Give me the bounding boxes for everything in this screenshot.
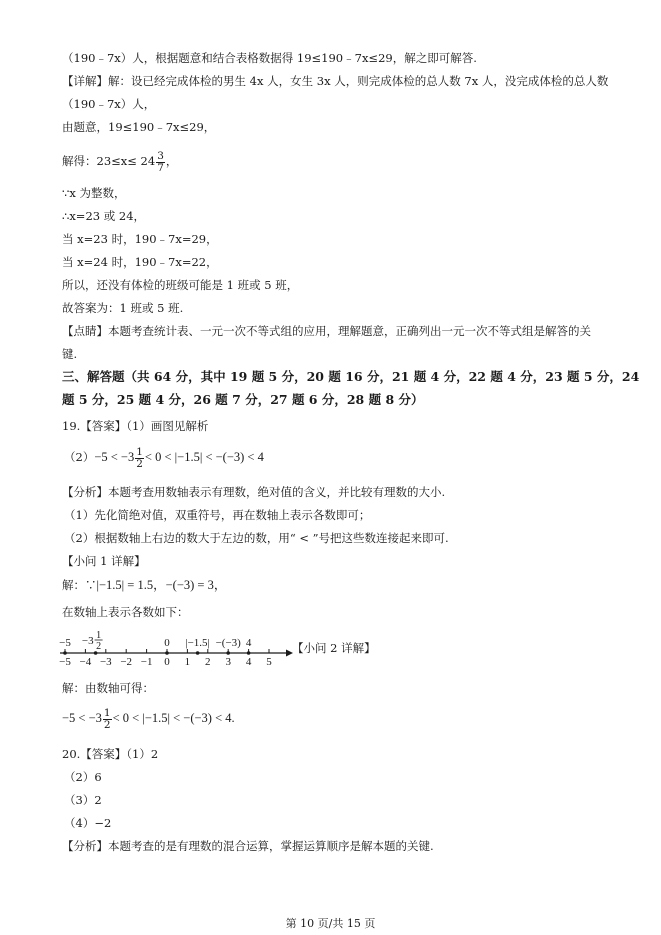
solution-text: ，: [165, 154, 178, 168]
section-heading: 题 5 分，25 题 4 分，26 题 7 分，27 题 6 分，28 题 8 分）: [62, 392, 424, 407]
solution-line: [62, 148, 177, 174]
comment-line: 【点睛】本题考查统计表、一元一次不等式组的应用，理解题意，正确列出一元一次不等式组是解答的关: [62, 324, 591, 338]
tick-label: 1: [184, 656, 191, 668]
math-text: −5 < −3: [94, 450, 135, 464]
analysis-step: （1）先化简绝对值，双重符号，再在数轴上表示各数即可；: [64, 508, 371, 522]
tick-label: 3: [225, 656, 231, 668]
text-line: ∵x 为整数，: [62, 186, 126, 200]
tick-label: −3: [99, 656, 112, 668]
text-line: 键.: [62, 347, 78, 361]
page-footer: 第 10 页/共 15 页: [285, 917, 376, 930]
analysis-step: （2）根据数轴上右边的数大于左边的数，用“ < ”号把这些数连接起来即可.: [64, 531, 449, 545]
mark-zero-label: 0: [164, 637, 170, 649]
mark-four-label: 4: [245, 637, 252, 649]
text-line: （190﹣7x）人，: [62, 97, 156, 111]
math-text: < 0 < |−1.5| < −(−3) < 4: [144, 450, 264, 464]
fraction-numerator: 1: [103, 706, 111, 719]
text-line: 由题意，19≤190﹣7x≤29，: [62, 120, 216, 134]
q20-part: （2）6: [64, 770, 102, 784]
q19-answer: 19.【答案】（1）画图见解析: [62, 419, 209, 433]
mark-zero-dot: [165, 651, 169, 655]
mark-abs-1-5-dot: [196, 651, 200, 655]
text-line: 当 x=23 时，190﹣7x=29，: [62, 232, 218, 246]
tick-label: 2: [205, 656, 211, 668]
text-line: 解：由数轴可得：: [62, 681, 154, 695]
mark-abs-1-5-label: |−1.5|: [185, 637, 210, 649]
fraction-denominator: 7: [157, 161, 164, 174]
math-text: |−1.5| = 1.5，−(−3) = 3，: [96, 578, 227, 592]
subquestion-heading: 【小问 2 详解】: [292, 641, 376, 655]
fraction-denominator: 2: [103, 718, 111, 731]
text-line: 当 x=24 时，190﹣7x=22，: [62, 255, 218, 269]
mark-neg3-half-numerator: 1: [96, 630, 102, 641]
analysis-line: 【分析】本题考查用数轴表示有理数，绝对值的含义，并比较有理数的大小.: [62, 485, 446, 499]
fraction-numerator: 3: [157, 149, 164, 162]
fraction: [156, 151, 165, 174]
mark-neg5-dot: [63, 651, 67, 655]
fraction: [103, 708, 112, 731]
tick-label: 5: [266, 656, 272, 668]
text-line: 故答案为：1 班或 5 班.: [62, 301, 184, 315]
analysis-line: 【分析】本题考查的是有理数的混合运算，掌握运算顺序是解本题的关键.: [62, 839, 434, 853]
text-line: ∴x=23 或 24，: [62, 209, 146, 223]
q19-inequality: [64, 444, 264, 470]
detail-heading-line: 【详解】解：设已经完成体检的男生 4x 人，女生 3x 人，则完成体检的总人数 7x 人，没完成体检的总人数: [62, 74, 609, 88]
part-label: （2）: [64, 450, 95, 464]
mark-four-dot: [247, 651, 251, 655]
solution-line: [62, 574, 226, 596]
tick-label: 4: [245, 656, 252, 668]
tick-label: −5: [59, 656, 71, 668]
text-line: （190﹣7x）人，根据题意和结合表格数据得 19≤190﹣7x≤29，解之即可解答.: [62, 51, 477, 65]
section-heading: 三、解答题（共 64 分，其中 19 题 5 分，20 题 16 分，21 题 4 分，22 题 4 分，23 题 5 分，24: [62, 369, 640, 384]
fraction: [135, 447, 144, 470]
mark-neg-neg3-label: −(−3): [215, 637, 241, 649]
math-text: < 0 < |−1.5| < −(−3) < 4.: [112, 711, 235, 725]
q20-part: （4）−2: [64, 816, 112, 830]
mark-neg3-half-denominator: 2: [96, 641, 102, 652]
text-line: 在数轴上表示各数如下：: [62, 605, 189, 619]
text-line: 所以，还没有体检的班级可能是 1 班或 5 班，: [62, 278, 299, 292]
tick-label: −1: [140, 656, 153, 668]
mark-neg5-label: −5: [59, 637, 71, 649]
fraction-numerator: 1: [136, 445, 143, 458]
q20-answer: 20.【答案】（1）2: [62, 747, 159, 761]
subquestion-heading: 【小问 1 详解】: [62, 554, 146, 568]
solution-text: 解得：23≤x≤ 24: [62, 154, 156, 168]
fraction-denominator: 2: [136, 457, 143, 470]
tick-label: 0: [164, 656, 170, 668]
tick-label: −2: [120, 656, 133, 668]
q20-part: （3）2: [64, 793, 102, 807]
tick-label: −4: [79, 656, 92, 668]
mark-neg3-half-label: −3: [81, 635, 94, 647]
math-text: −5 < −3: [62, 711, 102, 725]
final-inequality: [62, 705, 235, 731]
solution-text: 解：∵: [62, 578, 97, 592]
mark-neg-neg3-dot: [226, 651, 230, 655]
